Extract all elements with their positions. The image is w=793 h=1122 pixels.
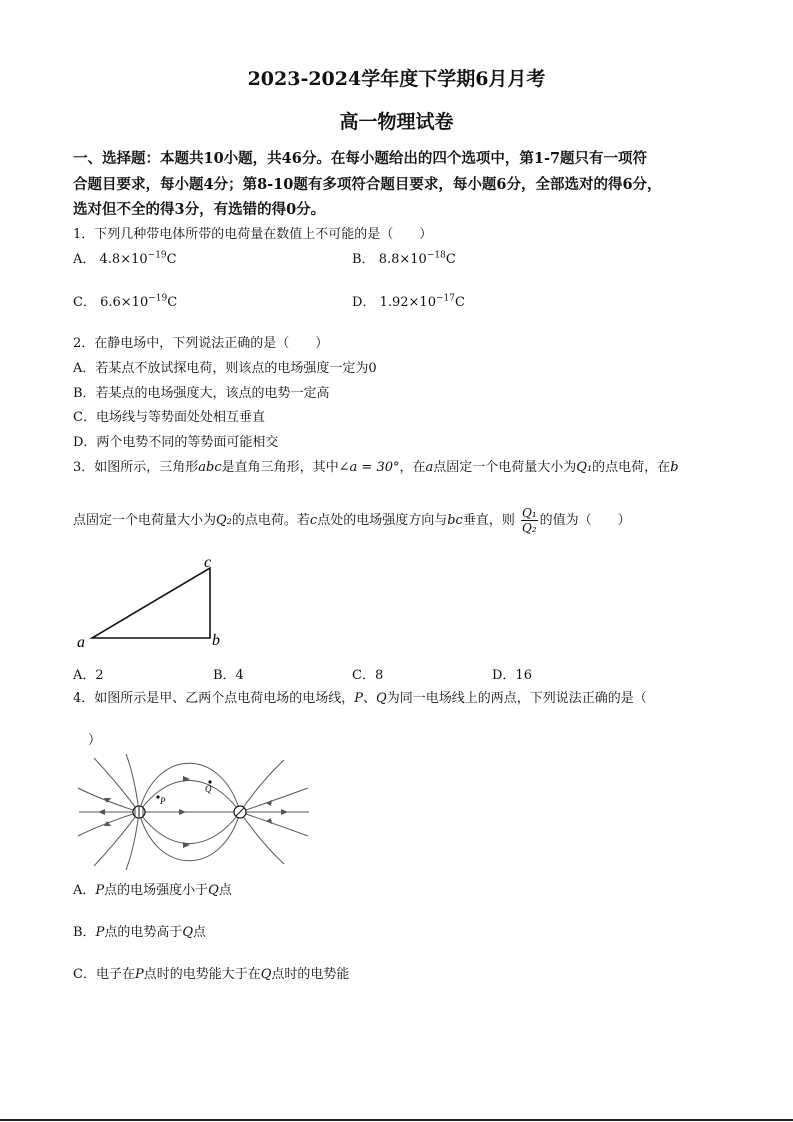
q3-text: 是直角三角形，其中 <box>221 460 339 475</box>
q3-stem-line2 <box>73 506 631 535</box>
q4-text: 点时的电势能 <box>271 967 350 982</box>
charge-exp: −19 <box>147 250 167 261</box>
q2-stem: 2．在静电场中，下列说法正确的是（ ） <box>73 336 329 351</box>
q4-var: P <box>95 883 105 898</box>
right-triangle-abc <box>92 568 210 638</box>
q4-option-a <box>73 879 232 898</box>
charge-coef: 1.92 <box>379 295 409 310</box>
q1-option-b: B． $8.8\times 10^{-18}C$ <box>352 250 456 267</box>
q3-text: ，在 <box>399 460 426 475</box>
q3-var: b <box>670 460 679 475</box>
option-letter: A． <box>73 252 96 267</box>
exam-title: 2023-2024学年度下学期6月月考 <box>247 68 546 90</box>
fraction-denominator: Q₂ <box>521 521 537 535</box>
q3-text: 3．如图所示，三角形 <box>73 460 199 475</box>
q4-var: P <box>354 691 364 706</box>
charge-unit: C <box>445 252 456 267</box>
q3-text: 的值为（ ） <box>539 513 631 528</box>
q3-text: 点固定一个电荷量大小为 <box>433 460 577 475</box>
charge-coef: 4.8 <box>99 252 121 267</box>
q3-var: c <box>309 513 318 528</box>
charge-exp: −17 <box>435 293 455 304</box>
q3-var: a <box>425 460 434 475</box>
exam-subtitle: 高一物理试卷 <box>339 111 454 133</box>
q3-option-c: C．8 <box>352 668 384 683</box>
q3-triangle-diagram <box>70 550 230 655</box>
charge-exp: −19 <box>148 293 168 304</box>
section-instructions-line2: 合题目要求，每小题4分；第8-10题有多项符合题目要求，每小题6分，全部选对的得6分， <box>73 176 662 193</box>
q3-text: 点固定一个电荷量大小为 <box>73 513 217 528</box>
q2-option-c: C．电场线与等势面处处相互垂直 <box>73 410 265 425</box>
q3-option-b: B．4 <box>213 668 244 683</box>
q4-text: 点 <box>193 925 207 940</box>
q3-option-a: A．2 <box>73 668 104 683</box>
q4-var: Q <box>208 883 219 898</box>
option-letter: C． <box>73 295 96 310</box>
q1-option-a: A． $4.8\times 10^{-19}C$ <box>73 250 177 267</box>
q3-var: bc <box>447 513 463 528</box>
q4-option-c <box>73 963 349 982</box>
q4-stem-line1 <box>73 687 647 706</box>
charge-unit: C <box>454 295 465 310</box>
q3-var: Q₂ <box>216 513 232 528</box>
fraction-numerator: Q₁ <box>521 506 537 520</box>
q3-var: abc <box>198 460 222 475</box>
point-q-label: Q <box>205 784 212 794</box>
q3-option-d: D．16 <box>492 668 532 683</box>
q4-text: 点的电势高于 <box>104 925 183 940</box>
q4-text: 、 <box>363 691 377 706</box>
q1-option-c: C． $6.6\times 10^{-19}C$ <box>73 293 178 310</box>
charge-coef: 6.6 <box>100 295 121 310</box>
q3-text: 点处的电场强度方向与 <box>317 513 448 528</box>
q3-var: Q₁ <box>576 460 593 475</box>
charge-unit: C <box>166 252 177 267</box>
q1-option-d: D． $1.92\times 10^{-17}C$ <box>352 293 465 310</box>
q2-option-b: B．若某点的电场强度大，该点的电势一定高 <box>73 386 330 401</box>
q3-stem-line1 <box>73 456 679 475</box>
q3-text: 垂直，则 <box>462 513 515 528</box>
q3-angle: ∠a = 30° <box>338 460 400 475</box>
section-instructions-line3: 选对但不全的得3分，有选错的得0分。 <box>73 201 326 218</box>
q4-text: 点的电场强度小于 <box>104 883 209 898</box>
charge-unit: C <box>167 295 178 310</box>
vertex-label-c: c <box>204 554 212 571</box>
q4-text: 点 <box>218 883 232 898</box>
q3-fraction <box>521 506 538 535</box>
q4-var: P <box>95 925 105 940</box>
q4-option-b <box>73 921 206 940</box>
q4-text: C．电子在 <box>73 967 135 982</box>
q4-text: B． <box>73 925 96 940</box>
vertex-label-a: a <box>77 634 85 651</box>
point-p-label: P <box>160 796 166 806</box>
vertex-label-b: b <box>212 632 220 649</box>
section-instructions-line1: 一、选择题：本题共10小题，共46分。在每小题给出的四个选项中，第1-7题只有一项符 <box>73 150 648 167</box>
q3-text: 的点电荷。若 <box>231 513 310 528</box>
charge-coef: 8.8 <box>378 252 400 267</box>
option-letter: D． <box>352 295 376 310</box>
charge-exp: −18 <box>426 250 446 261</box>
q4-text: A． <box>73 883 96 898</box>
q4-stem-line2: ） <box>88 733 102 748</box>
q4-field-lines-diagram <box>74 752 314 874</box>
q4-text: 点时的电势能大于在 <box>143 967 261 982</box>
q2-option-a: A．若某点不放试探电荷，则该点的电场强度一定为0 <box>73 361 377 376</box>
q4-text: 为同一电场线上的两点，下列说法正确的是（ <box>386 691 647 706</box>
option-letter: B． <box>352 252 375 267</box>
q1-stem: 1．下列几种带电体所带的电荷量在数值上不可能的是（ ） <box>73 227 433 242</box>
q2-option-d: D．两个电势不同的等势面可能相交 <box>73 435 279 450</box>
q4-var: P <box>134 967 144 982</box>
q4-text: 4．如图所示是甲、乙两个点电荷电场的电场线， <box>73 691 355 706</box>
q4-var: Q <box>182 925 193 940</box>
page-bottom-rule <box>0 1119 793 1121</box>
q4-var: Q <box>376 691 387 706</box>
q4-var: Q <box>260 967 272 982</box>
q3-text: 的点电荷，在 <box>592 460 671 475</box>
